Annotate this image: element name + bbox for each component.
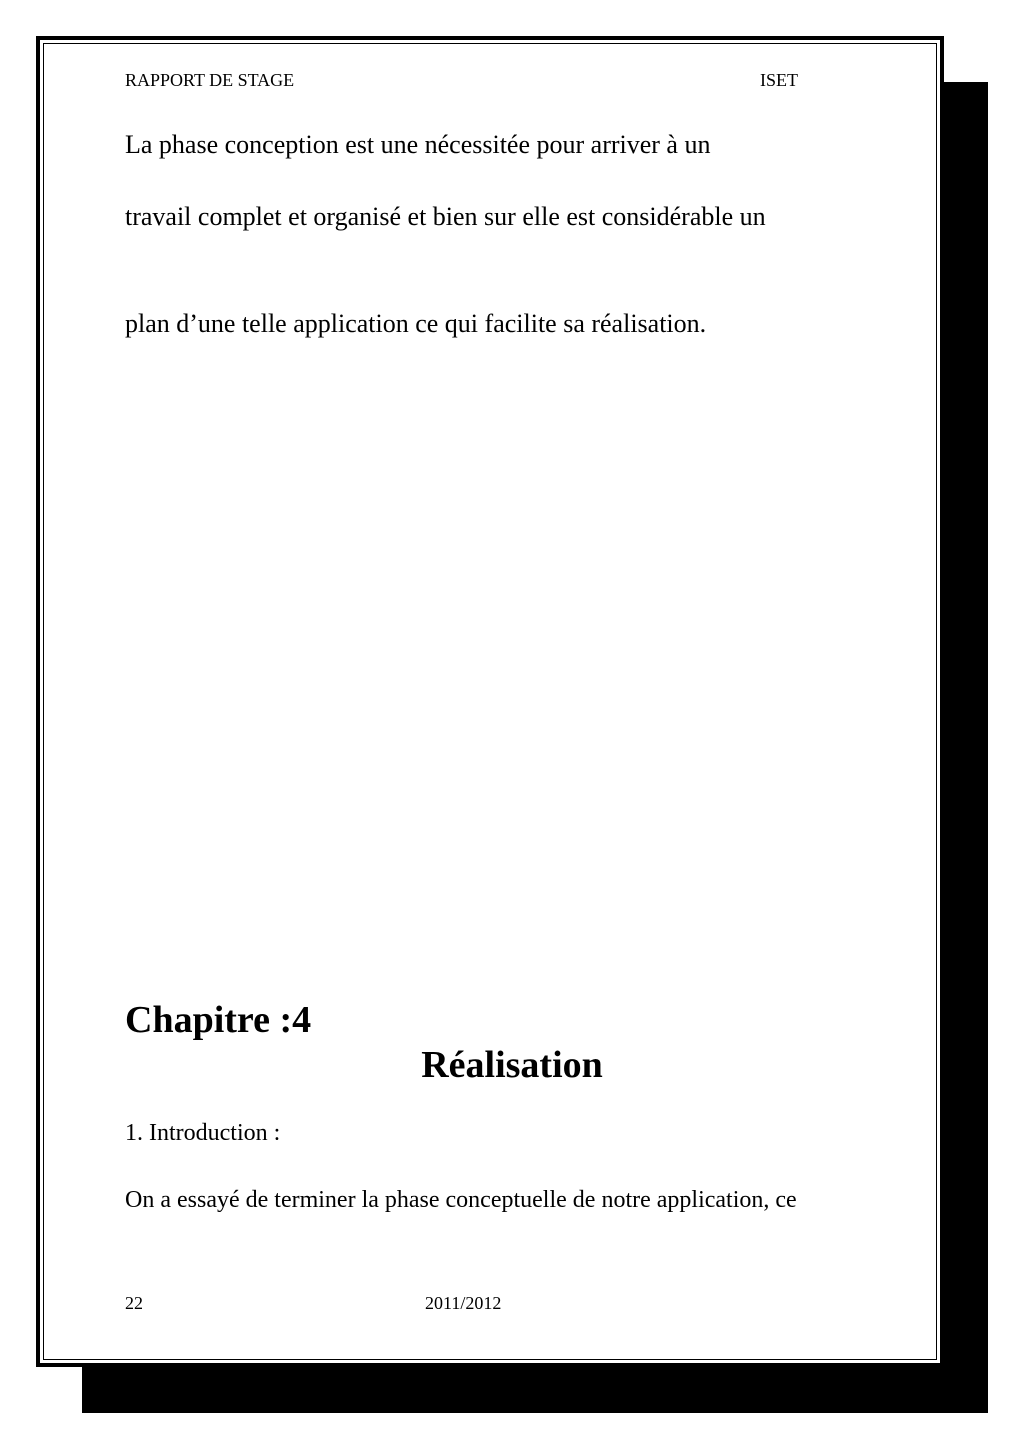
footer-year: 2011/2012 (425, 1293, 502, 1313)
page-inner-border (43, 43, 937, 1360)
page-shadow-bottom (82, 1366, 988, 1413)
header-report-title: RAPPORT DE STAGE (125, 70, 295, 90)
chapter-title: Réalisation (421, 1044, 603, 1086)
footer-page-number: 22 (125, 1293, 143, 1313)
section-heading: 1. Introduction : (125, 1120, 281, 1146)
header-institution: ISET (760, 70, 798, 90)
page-shadow-right (938, 82, 988, 1413)
body-paragraph-1: La phase conception est une nécessitée pour arriver à un (125, 130, 711, 159)
document-page (36, 36, 944, 1367)
body-paragraph-3: plan d’une telle application ce qui facilite sa réalisation. (125, 309, 707, 338)
section-text: On a essayé de terminer la phase conceptuelle de notre application, ce (125, 1187, 797, 1213)
chapter-label: Chapitre :4 (125, 999, 312, 1041)
body-paragraph-2: travail complet et organisé et bien sur elle est considérable un (125, 202, 766, 231)
